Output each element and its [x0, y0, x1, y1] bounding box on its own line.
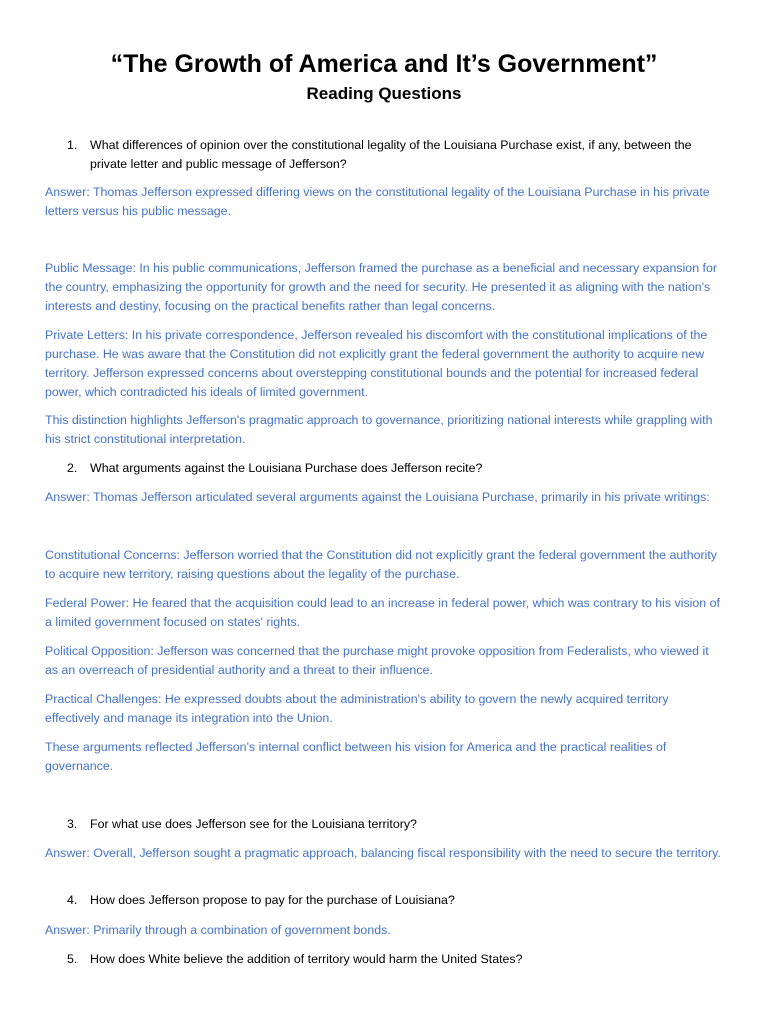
question-number: 4. [67, 893, 78, 907]
question-2 [67, 459, 727, 478]
answer-paragraph: These arguments reflected Jefferson's internal conflict between his vision for America and the practical realities of governance. [45, 740, 667, 773]
answer-paragraph: Constitutional Concerns: Jefferson worried that the Constitution did not explicitly grant the federal government the authority to acquire new territory, raising questions about the legality of the purchase. [45, 548, 717, 581]
question-4 [67, 891, 727, 910]
question-number: 2. [67, 461, 78, 475]
question-text: What differences of opinion over the constitutional legality of the Louisiana Purchase exist, if any, between the private letter and public message of Jefferson? [90, 138, 692, 171]
answer-paragraph: Answer: Thomas Jefferson expressed differing views on the constitutional legality of the Louisiana Purchase in his private letters versus his public message. [45, 185, 710, 218]
question-text: How does White believe the addition of territory would harm the United States? [90, 952, 523, 966]
question-text: What arguments against the Louisiana Purchase does Jefferson recite? [90, 461, 483, 475]
answer-paragraph: Answer: Thomas Jefferson articulated several arguments against the Louisiana Purchase, primarily in his private writings: [45, 490, 710, 504]
answer-paragraph: Answer: Overall, Jefferson sought a pragmatic approach, balancing fiscal responsibility with the need to secure the territory. [45, 846, 721, 860]
answer-paragraph: Political Opposition: Jefferson was concerned that the purchase might provoke opposition from Federalists, who viewed it as an overreach of presidential authority and a threat to their influence. [45, 644, 709, 677]
question-3 [67, 815, 727, 834]
answer-paragraph: This distinction highlights Jefferson's pragmatic approach to governance, prioritizing national interests while grappling with his strict constitutional interpretation. [45, 413, 713, 446]
answer-paragraph: Federal Power: He feared that the acquisition could lead to an increase in federal power, which was contrary to his vision of a limited government focused on states' rights. [45, 596, 720, 629]
answer-paragraph: Practical Challenges: He expressed doubts about the administration's ability to govern the newly acquired territory effectively and manage its integration into the Union. [45, 692, 669, 725]
document-title: “The Growth of America and It’s Government” [110, 50, 658, 78]
document-subtitle: Reading Questions [306, 84, 462, 103]
question-number: 5. [67, 952, 78, 966]
question-number: 3. [67, 817, 78, 831]
answer-paragraph: Answer: Primarily through a combination of government bonds. [45, 923, 391, 937]
question-text: How does Jefferson propose to pay for the purchase of Louisiana? [90, 893, 455, 907]
answer-paragraph: Private Letters: In his private correspondence, Jefferson revealed his discomfort with the constitutional implications of the purchase. He was aware that the Constitution did not explicitly grant the federal government the authority to acquire new territory. Jefferson expressed concerns about overstepping constitutional bounds and the potential for increased federal power, which contradicted his ideals of limited government. [45, 328, 708, 399]
question-5 [67, 950, 727, 969]
question-1 [67, 136, 727, 173]
answer-paragraph: Public Message: In his public communications, Jefferson framed the purchase as a beneficial and necessary expansion for the country, emphasizing the opportunity for growth and the need for security. He presented it as aligning with the nation's interests and destiny, focusing on the practical benefits rather than legal concerns. [45, 261, 717, 313]
question-number: 1. [67, 138, 78, 152]
question-text: For what use does Jefferson see for the Louisiana territory? [90, 817, 417, 831]
